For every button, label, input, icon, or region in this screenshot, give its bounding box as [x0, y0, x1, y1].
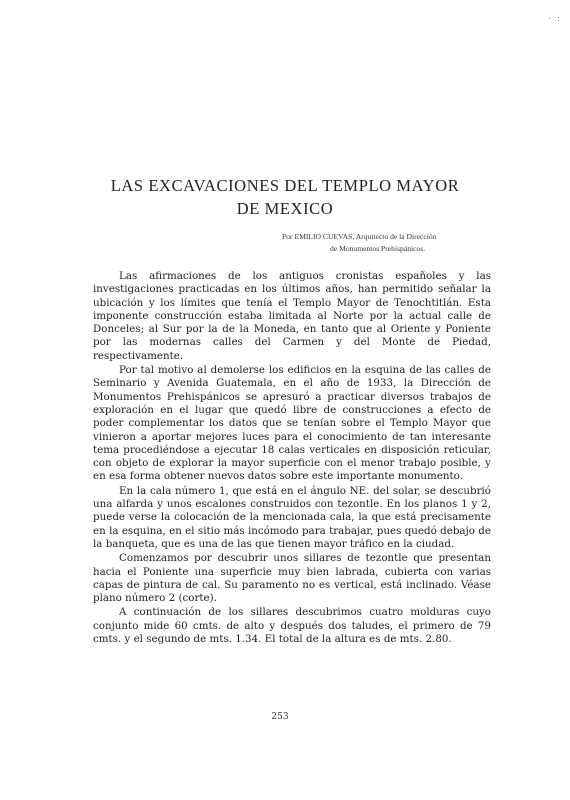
paragraph-1: Las afirmaciones de los antiguos cronistas españoles y las investigaciones practicadas en los últimos años, han permitido señalar la ubicación y los límites que tenía el Templo Mayor de Tenochtitlán. Esta imponente construcción estaba limitada al Norte por la actual calle de Donceles; al Sur por la de la Moneda, en tanto que al Oriente y Poniente por las modernas calles del Carmen y del Monte de Piedad, respectivamente.	[93, 270, 491, 362]
corner-mark: · :	[548, 14, 562, 23]
paragraph-2: Por tal motivo al demolerse los edificios en la esquina de las calles de Seminario y Avenida Guatemala, en el año de 1933, la Dirección de Monumentos Prehispánicos se apresuró a practicar diversos trabajos de exploración en el lugar que quedó libre de construcciones a efecto de poder complementar los datos que se tenían sobre el Templo Mayor que vinieron a aportar mejores luces para el conocimiento de tan interesante tema procediéndose a ejecutar 18 calas verticales en disposición reticular, con objeto de explorar la mayor superficie con el menor trabajo posible, y en esa forma obtener nuevos datos sobre este importante monumento.	[93, 364, 491, 483]
article-body	[93, 270, 491, 647]
title-line-2: DE MEXICO	[236, 199, 334, 218]
title-line-1: LAS EXCAVACIONES DEL TEMPLO MAYOR	[110, 176, 460, 195]
paragraph-3: En la cala número 1, que está en el ángulo NE. del solar, se descubrió una alfarda y unos escalones construidos con tezontle. En los planos 1 y 2, puede verse la colocación de la mencionada cala, la que está precisamente en la esquina, en el sitio más incómodo para trabajar, pues quedó debajo de la banqueta, que es una de las que tienen mayor tráfico en la ciudad.	[93, 484, 491, 550]
byline-line-1: Por EMILIO CUEVAS, Arquitecto de la Dirección	[282, 232, 437, 241]
paragraph-4: Comenzamos por descubrir unos sillares de tezontle que presentan hacia el Poniente una superficie muy bien labrada, cubierta con varias capas de pintura de cal. Su paramento no es vertical, está inclinado. Véase plano número 2 (corte).	[93, 552, 491, 605]
page-number: 253	[271, 712, 289, 722]
byline-line-2: de Monumentos Prehispánicos.	[330, 244, 426, 253]
paragraph-5: A continuación de los sillares descubrimos cuatro molduras cuyo conjunto mide 60 cmts. de alto y después dos taludes, el primero de 79 cmts. y el segundo de mts. 1.34. El total de la altura es de mts. 2.80.	[93, 606, 491, 646]
